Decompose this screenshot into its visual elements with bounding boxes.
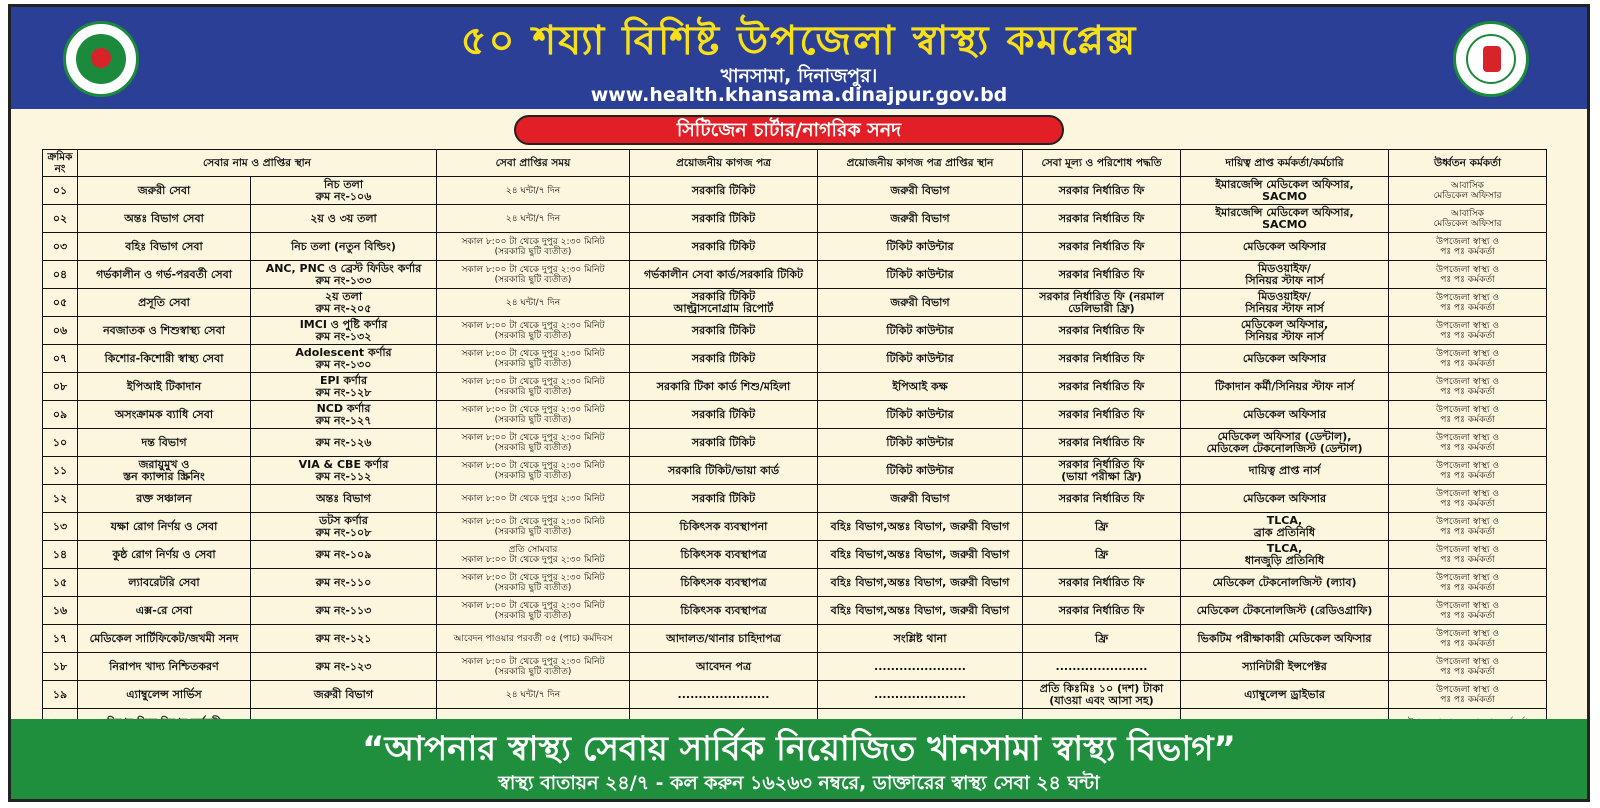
table-row — [43, 373, 1547, 401]
table-header-row — [43, 150, 1547, 177]
row-doc-place: বহিঃ বিভাগ,অন্তঃ বিভাগ, জরুরী বিভাগ — [818, 513, 1023, 541]
table-row — [43, 345, 1547, 373]
row-responsible-officer: মেডিকেল অফিসার — [1181, 345, 1389, 373]
row-service-name: বহিঃ বিভাগ সেবা — [78, 233, 251, 261]
row-service-place: ডটস কর্ণার রুম নং-১০৮ — [251, 513, 437, 541]
row-sn: ০৭ — [43, 345, 78, 373]
row-responsible-officer: মেডিকেল অফিসার — [1181, 485, 1389, 513]
row-doc-place: জরুরী বিভাগ — [818, 177, 1023, 205]
row-responsible-officer: টিকাদান কর্মী/সিনিয়র স্টাফ নার্স — [1181, 373, 1389, 401]
row-service-time: সকাল ৮:০০ টা থেকে দুপুর ২:৩০ মিনিট (সরকারি ছুটি ব্যতীত) — [437, 653, 630, 681]
row-service-time: সকাল ৮:০০ টা থেকে দুপুর ২:৩০ মিনিট (সরকারি ছুটি ব্যতীত) — [437, 597, 630, 625]
row-doc-place: জরুরী বিভাগ — [818, 485, 1023, 513]
row-service-name: ল্যাবরেটরি সেবা — [78, 569, 251, 597]
row-service-name: রক্ত সঞ্চালন — [78, 485, 251, 513]
row-sn: ০৩ — [43, 233, 78, 261]
row-sn: ০৬ — [43, 317, 78, 345]
table-row — [43, 261, 1547, 289]
row-required-docs: সরকারি টিকা কার্ড শিশু/মহিলা — [630, 373, 818, 401]
table-row — [43, 289, 1547, 317]
row-service-place: ANC, PNC ও ব্রেস্ট ফিডিং কর্ণার রুম নং-১৩৩ — [251, 261, 437, 289]
row-service-name: এ্যাম্বুলেন্স সার্ভিস — [78, 681, 251, 709]
row-service-name: প্রসূতি সেবা — [78, 289, 251, 317]
row-required-docs: চিকিৎসক ব্যবস্থাপত্র — [630, 541, 818, 569]
row-sn: ১৮ — [43, 653, 78, 681]
table-row — [43, 681, 1547, 709]
row-fee: ফ্রি — [1023, 513, 1181, 541]
row-responsible-officer: TLCA, ধানজুড়ি প্রতিনিধি — [1181, 541, 1389, 569]
row-senior-officer: উপজেলা স্বাস্থ্য ও পঃ পঃ কর্মকর্তা — [1389, 485, 1547, 513]
row-senior-officer: উপজেলা স্বাস্থ্য ও পঃ পঃ কর্মকর্তা — [1389, 569, 1547, 597]
row-doc-place: টিকিট কাউন্টার — [818, 233, 1023, 261]
row-required-docs: আবেদন পত্র — [630, 653, 818, 681]
row-senior-officer: উপজেলা স্বাস্থ্য ও পঃ পঃ কর্মকর্তা — [1389, 429, 1547, 457]
row-responsible-officer: মেডিকেল টেকনোলজিস্ট (ল্যাব) — [1181, 569, 1389, 597]
row-service-place: নিচ তলা (নতুন বিল্ডিং) — [251, 233, 437, 261]
row-fee: সরকার নির্ধারিত ফি — [1023, 345, 1181, 373]
row-responsible-officer: ভিকটিম পরীক্ষাকারী মেডিকেল অফিসার — [1181, 625, 1389, 653]
row-service-time: সকাল ৮:০০ টা থেকে দুপুর ২:৩০ মিনিট (সরকারি ছুটি ব্যতীত) — [437, 317, 630, 345]
table-row — [43, 541, 1547, 569]
row-doc-place: বহিঃ বিভাগ,অন্তঃ বিভাগ, জরুরী বিভাগ — [818, 541, 1023, 569]
row-required-docs: চিকিৎসক ব্যবস্থাপনা — [630, 513, 818, 541]
table-row — [43, 317, 1547, 345]
row-service-place: Adolescent কর্ণার রুম নং-১৩০ — [251, 345, 437, 373]
row-fee: সরকার নির্ধারিত ফি — [1023, 261, 1181, 289]
row-senior-officer: উপজেলা স্বাস্থ্য ও পঃ পঃ কর্মকর্তা — [1389, 289, 1547, 317]
row-senior-officer: উপজেলা স্বাস্থ্য ও পঃ পঃ কর্মকর্তা — [1389, 317, 1547, 345]
row-service-name: মেডিকেল সার্টিফিকেট/জখমী সনদ — [78, 625, 251, 653]
location-text: খানসামা, দিনাজপুর। — [720, 65, 878, 87]
service-table — [42, 149, 1547, 737]
row-responsible-officer: মেডিকেল অফিসার (ডেন্টাল), মেডিকেল টেকনোলজিস্ট (ডেন্টাল) — [1181, 429, 1389, 457]
table-row — [43, 625, 1547, 653]
table-body — [43, 177, 1547, 737]
col-header-fee: সেবা মূল্য ও পরিশোধ পদ্ধতি — [1023, 150, 1181, 177]
row-service-time: ২৪ ঘন্টা/৭ দিন — [437, 289, 630, 317]
footer-banner — [11, 719, 1587, 802]
health-directorate-logo-icon — [1453, 21, 1529, 97]
row-service-name: অন্তঃ বিভাগ সেবা — [78, 205, 251, 233]
row-service-name: জরুরী সেবা — [78, 177, 251, 205]
row-sn: ১২ — [43, 485, 78, 513]
row-service-time: সকাল ৮:০০ টা থেকে দুপুর ২:৩০ মিনিট (সরকারি ছুটি ব্যতীত) — [437, 429, 630, 457]
row-sn: ১৬ — [43, 597, 78, 625]
row-responsible-officer: মেডিকেল টেকনোলজিস্ট (রেডিওগ্রাফি) — [1181, 597, 1389, 625]
row-sn: ০৪ — [43, 261, 78, 289]
row-service-place: অন্তঃ বিভাগ — [251, 485, 437, 513]
row-fee: সরকার নির্ধারিত ফি — [1023, 569, 1181, 597]
row-fee: সরকার নির্ধারিত ফি — [1023, 429, 1181, 457]
charter-label: সিটিজেন চার্টার/নাগরিক সনদ — [514, 115, 1064, 145]
row-service-place: রুম নং-১১০ — [251, 569, 437, 597]
col-header-doc-place: প্রয়োজনীয় কাগজ পত্র প্রাপ্তির স্থান — [818, 150, 1023, 177]
row-required-docs: চিকিৎসক ব্যবস্থাপত্র — [630, 569, 818, 597]
row-service-name: জরায়ুমুখ ও স্তন ক্যান্সার স্ক্রিনিং — [78, 457, 251, 485]
footer-hotline: স্বাস্থ্য বাতায়ন ২৪/৭ - কল করুন ১৬২৬৩ নম্বরে, ডাক্তারের স্বাস্থ্য সেবা ২৪ ঘন্টা — [498, 772, 1100, 794]
row-fee: সরকার নির্ধারিত ফি (নরমাল ডেলিভারী ফ্রি) — [1023, 289, 1181, 317]
row-senior-officer: উপজেলা স্বাস্থ্য ও পঃ পঃ কর্মকর্তা — [1389, 653, 1547, 681]
row-service-name: নিরাপদ খাদ্য নিশ্চিতকরণ — [78, 653, 251, 681]
table-row — [43, 653, 1547, 681]
row-fee: ফ্রি — [1023, 625, 1181, 653]
row-doc-place: বহিঃ বিভাগ,অন্তঃ বিভাগ, জরুরী বিভাগ — [818, 569, 1023, 597]
row-service-time: সকাল ৮:০০ টা থেকে দুপুর ২:৩০ মিনিট (সরকারি ছুটি ব্যতীত) — [437, 261, 630, 289]
table-row — [43, 429, 1547, 457]
row-service-name: কিশোর-কিশোরী স্বাস্থ্য সেবা — [78, 345, 251, 373]
row-service-name: কুষ্ঠ রোগ নির্ণয় ও সেবা — [78, 541, 251, 569]
row-senior-officer: উপজেলা স্বাস্থ্য ও পঃ পঃ কর্মকর্তা — [1389, 401, 1547, 429]
row-doc-place: জরুরী বিভাগ — [818, 205, 1023, 233]
row-service-time: ২৪ ঘন্টা/৭ দিন — [437, 205, 630, 233]
row-sn: ১০ — [43, 429, 78, 457]
row-service-time: সকাল ৮:০০ টা থেকে দুপুর ২:৩০ মিনিট (সরকারি ছুটি ব্যতীত) — [437, 233, 630, 261]
row-required-docs: সরকারি টিকিট — [630, 401, 818, 429]
row-senior-officer: উপজেলা স্বাস্থ্য ও পঃ পঃ কর্মকর্তা — [1389, 625, 1547, 653]
table-row — [43, 513, 1547, 541]
row-sn: ১১ — [43, 457, 78, 485]
col-header-service: সেবার নাম ও প্রাপ্তির স্থান — [78, 150, 437, 177]
row-sn: ০৮ — [43, 373, 78, 401]
row-senior-officer: উপজেলা স্বাস্থ্য ও পঃ পঃ কর্মকর্তা — [1389, 261, 1547, 289]
row-responsible-officer: মেডিকেল অফিসার, সিনিয়র স্টাফ নার্স — [1181, 317, 1389, 345]
row-service-name: এক্স-রে সেবা — [78, 597, 251, 625]
row-service-place: নিচ তলা রুম নং-১০৬ — [251, 177, 437, 205]
row-doc-place: টিকিট কাউন্টার — [818, 429, 1023, 457]
row-required-docs: সরকারি টিকিট — [630, 317, 818, 345]
citizen-charter-board — [8, 4, 1590, 802]
row-responsible-officer: ইমারজেন্সি মেডিকেল অফিসার, SACMO — [1181, 177, 1389, 205]
row-senior-officer: উপজেলা স্বাস্থ্য ও পঃ পঃ কর্মকর্তা — [1389, 681, 1547, 709]
row-doc-place: টিকিট কাউন্টার — [818, 345, 1023, 373]
row-service-time: সকাল ৮:০০ টা থেকে দুপুর ২:৩০ মিনিট (সরকারি ছুটি ব্যতীত) — [437, 401, 630, 429]
table-row — [43, 205, 1547, 233]
row-required-docs: আদালত/থানার চাহিদাপত্র — [630, 625, 818, 653]
row-service-name: যক্ষা রোগ নির্ণয় ও সেবা — [78, 513, 251, 541]
row-sn: ১৫ — [43, 569, 78, 597]
row-service-time: আবেদন পাওয়ার পরবর্তী ০৫ (পাচ) কর্মদিবস — [437, 625, 630, 653]
row-service-time: সকাল ৮:০০ টা থেকে দুপুর ২:৩০ মিনিট — [437, 485, 630, 513]
row-service-time: ২৪ ঘন্টা/৭ দিন — [437, 177, 630, 205]
row-senior-officer: আবাসিক মেডিকেল অফিসার — [1389, 177, 1547, 205]
row-fee: সরকার নির্ধারিত ফি (ভায়া পরীক্ষা ফ্রি) — [1023, 457, 1181, 485]
row-senior-officer: উপজেলা স্বাস্থ্য ও পঃ পঃ কর্মকর্তা — [1389, 597, 1547, 625]
row-responsible-officer: দায়িত্ব প্রাপ্ত নার্স — [1181, 457, 1389, 485]
row-sn: ০৫ — [43, 289, 78, 317]
row-fee: ফ্রি — [1023, 541, 1181, 569]
row-doc-place: বহিঃ বিভাগ,অন্তঃ বিভাগ, জরুরী বিভাগ — [818, 597, 1023, 625]
row-doc-place: ...................... — [818, 681, 1023, 709]
table-row — [43, 177, 1547, 205]
row-service-place: NCD কর্ণার রুম নং-১২৭ — [251, 401, 437, 429]
table-row — [43, 485, 1547, 513]
row-senior-officer: উপজেলা স্বাস্থ্য ও পঃ পঃ কর্মকর্তা — [1389, 457, 1547, 485]
col-header-docs: প্রয়োজনীয় কাগজ পত্র — [630, 150, 818, 177]
row-required-docs: গর্ভকালীন সেবা কার্ড/সরকারি টিকিট — [630, 261, 818, 289]
row-service-place: রুম নং-১১৩ — [251, 597, 437, 625]
table-row — [43, 569, 1547, 597]
service-table-wrapper — [42, 149, 1547, 737]
row-service-name: গর্ভকালীন ও গর্ভ-পরবর্তী সেবা — [78, 261, 251, 289]
row-responsible-officer: মিডওয়াইফ/ সিনিয়র স্টাফ নার্স — [1181, 289, 1389, 317]
row-sn: ০২ — [43, 205, 78, 233]
row-required-docs: ...................... — [630, 681, 818, 709]
table-row — [43, 457, 1547, 485]
row-responsible-officer: ইমারজেন্সি মেডিকেল অফিসার, SACMO — [1181, 205, 1389, 233]
row-doc-place: টিকিট কাউন্টার — [818, 317, 1023, 345]
row-responsible-officer: TLCA, ব্রাক প্রতিনিধি — [1181, 513, 1389, 541]
row-sn: ১৯ — [43, 681, 78, 709]
col-header-time: সেবা প্রাপ্তির সময় — [437, 150, 630, 177]
row-required-docs: সরকারি টিকিট — [630, 485, 818, 513]
page-title: ৫০ শয্যা বিশিষ্ট উপজেলা স্বাস্থ্য কমপ্লেক্স — [460, 18, 1138, 64]
row-service-place: রুম নং-১২৬ — [251, 429, 437, 457]
row-fee: সরকার নির্ধারিত ফি — [1023, 233, 1181, 261]
row-fee: সরকার নির্ধারিত ফি — [1023, 401, 1181, 429]
row-fee: প্রতি কিঃমিঃ ১০ (দশ) টাকা (যাওয়া এবং আসা সহ) — [1023, 681, 1181, 709]
row-fee: সরকার নির্ধারিত ফি — [1023, 373, 1181, 401]
row-doc-place: টিকিট কাউন্টার — [818, 457, 1023, 485]
col-header-sn: ক্রমিক নং — [43, 150, 78, 177]
row-fee: সরকার নির্ধারিত ফি — [1023, 317, 1181, 345]
row-required-docs: সরকারি টিকিট/ভায়া কার্ড — [630, 457, 818, 485]
table-row — [43, 597, 1547, 625]
row-required-docs: সরকারি টিকিট — [630, 205, 818, 233]
row-service-place: IMCI ও পুষ্টি কর্ণার রুম নং-১৩২ — [251, 317, 437, 345]
row-senior-officer: আবাসিক মেডিকেল অফিসার — [1389, 205, 1547, 233]
row-doc-place: জরুরী বিভাগ — [818, 289, 1023, 317]
row-required-docs: সরকারি টিকিট — [630, 429, 818, 457]
row-service-place: রুম নং-১২৩ — [251, 653, 437, 681]
table-row — [43, 401, 1547, 429]
row-service-place: EPI কর্ণার রুম নং-১২৮ — [251, 373, 437, 401]
row-senior-officer: উপজেলা স্বাস্থ্য ও পঃ পঃ কর্মকর্তা — [1389, 233, 1547, 261]
row-doc-place: টিকিট কাউন্টার — [818, 261, 1023, 289]
row-required-docs: চিকিৎসক ব্যবস্থাপত্র — [630, 597, 818, 625]
row-service-time: সকাল ৮:০০ টা থেকে দুপুর ২:৩০ মিনিট (সরকারি ছুটি ব্যতীত) — [437, 569, 630, 597]
row-service-time: প্রতি সোমবার সকাল ৮:০০ টা থেকে দুপুর ২:৩০ মিনিট — [437, 541, 630, 569]
row-service-time: সকাল ৮:০০ টা থেকে দুপুর ২:৩০ মিনিট (সরকারি ছুটি ব্যতীত) — [437, 373, 630, 401]
row-doc-place: সংশ্লিষ্ট থানা — [818, 625, 1023, 653]
row-fee: সরকার নির্ধারিত ফি — [1023, 177, 1181, 205]
row-service-time: সকাল ৮:০০ টা থেকে দুপুর ২:৩০ মিনিট (সরকারি ছুটি ব্যতীত) — [437, 513, 630, 541]
row-senior-officer: উপজেলা স্বাস্থ্য ও পঃ পঃ কর্মকর্তা — [1389, 541, 1547, 569]
row-required-docs: সরকারি টিকিট — [630, 177, 818, 205]
website-link[interactable]: www.health.khansama.dinajpur.gov.bd — [590, 84, 1008, 106]
row-doc-place: ...................... — [818, 653, 1023, 681]
row-service-place: VIA & CBE কর্ণার রুম নং-১১২ — [251, 457, 437, 485]
footer-quote: “আপনার স্বাস্থ্য সেবায় সার্বিক নিয়োজিত খানসামা স্বাস্থ্য বিভাগ” — [362, 729, 1236, 769]
table-row — [43, 233, 1547, 261]
row-senior-officer: উপজেলা স্বাস্থ্য ও পঃ পঃ কর্মকর্তা — [1389, 345, 1547, 373]
row-fee: সরকার নির্ধারিত ফি — [1023, 597, 1181, 625]
header-banner — [11, 7, 1587, 109]
row-responsible-officer: স্যানিটারী ইন্সপেক্টর — [1181, 653, 1389, 681]
row-required-docs: সরকারি টিকিট আল্ট্রাসনোগ্রাম রিপোর্ট — [630, 289, 818, 317]
row-service-place: রুম নং-১০৯ — [251, 541, 437, 569]
row-service-name: নবজাতক ও শিশুস্বাস্থ্য সেবা — [78, 317, 251, 345]
row-service-place: ২য় ও ৩য় তলা — [251, 205, 437, 233]
row-sn: ১৭ — [43, 625, 78, 653]
row-required-docs: সরকারি টিকিট — [630, 233, 818, 261]
row-responsible-officer: মেডিকেল অফিসার — [1181, 401, 1389, 429]
col-header-senior: উর্ধ্বতন কর্মকর্তা — [1389, 150, 1547, 177]
row-fee: ...................... — [1023, 653, 1181, 681]
row-service-time: সকাল ৮:০০ টা থেকে দুপুর ২:৩০ মিনিট (সরকারি ছুটি ব্যতীত) — [437, 457, 630, 485]
row-doc-place: টিকিট কাউন্টার — [818, 401, 1023, 429]
row-sn: ০৯ — [43, 401, 78, 429]
row-service-time: ২৪ ঘন্টা/৭ দিন — [437, 681, 630, 709]
row-sn: ১৪ — [43, 541, 78, 569]
row-responsible-officer: মিডওয়াইফ/ সিনিয়র স্টাফ নার্স — [1181, 261, 1389, 289]
row-responsible-officer: মেডিকেল অফিসার — [1181, 233, 1389, 261]
row-doc-place: ইপিআই কক্ষ — [818, 373, 1023, 401]
row-senior-officer: উপজেলা স্বাস্থ্য ও পঃ পঃ কর্মকর্তা — [1389, 373, 1547, 401]
row-fee: সরকার নির্ধারিত ফি — [1023, 205, 1181, 233]
row-service-time: সকাল ৮:০০ টা থেকে দুপুর ২:৩০ মিনিট (সরকারি ছুটি ব্যতীত) — [437, 345, 630, 373]
row-fee: সরকার নির্ধারিত ফি — [1023, 485, 1181, 513]
row-service-place: জরুরী বিভাগ — [251, 681, 437, 709]
row-sn: ০১ — [43, 177, 78, 205]
row-service-name: ইপিআই টিকাদান — [78, 373, 251, 401]
col-header-officer: দায়িত্ব প্রাপ্ত কর্মকর্তা/কর্মচারি — [1181, 150, 1389, 177]
row-service-place: রুম নং-১২১ — [251, 625, 437, 653]
row-responsible-officer: এ্যাম্বুলেন্স ড্রাইভার — [1181, 681, 1389, 709]
row-required-docs: সরকারি টিকিট — [630, 345, 818, 373]
row-service-place: ২য় তলা রুম নং-২০৫ — [251, 289, 437, 317]
row-sn: ১৩ — [43, 513, 78, 541]
row-senior-officer: উপজেলা স্বাস্থ্য ও পঃ পঃ কর্মকর্তা — [1389, 513, 1547, 541]
row-service-name: অসংক্রামক ব্যাধি সেবা — [78, 401, 251, 429]
row-service-name: দন্ত বিভাগ — [78, 429, 251, 457]
